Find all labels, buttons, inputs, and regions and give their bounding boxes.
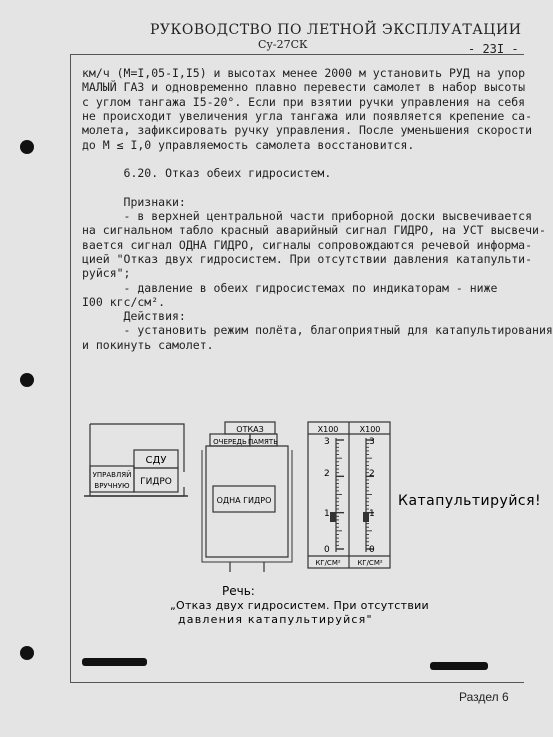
sdu-label: СДУ (145, 455, 167, 466)
binder-hole (20, 373, 34, 387)
tick-2-right: 2 (369, 469, 375, 479)
odna-gidro-label: ОДНА ГИДРО (216, 496, 272, 505)
gidro-warning-label: ГИДРО (140, 477, 172, 487)
aircraft-model: Су-27СК (258, 38, 308, 51)
body-line: на сигнальном табло красный аварийный сигнал ГИДРО, на УСТ высвечи- (82, 223, 546, 238)
tick-1-left: 1 (324, 509, 330, 519)
pressure-pointer (330, 512, 336, 522)
speech-line-1: „Отказ двух гидросистем. При отсутствии (170, 599, 429, 612)
body-line: молета, зафиксировать ручку управления. После уменьшения скорости (82, 123, 533, 138)
body-line: руйся"; (82, 266, 131, 281)
scale-label-left: X100 (317, 425, 339, 434)
pressure-gauges (308, 422, 390, 568)
manual-control-label-1: УПРАВЛЯЙ (92, 471, 132, 479)
redaction-bar (82, 658, 147, 666)
unit-label-right: КГ/СМ² (357, 559, 383, 567)
speech-line-2: давления катапультируйся" (178, 613, 373, 626)
manual-title: РУКОВОДСТВО ПО ЛЕТНОЙ ЭКСПЛУАТАЦИИ (150, 22, 522, 38)
scale-label-right: X100 (359, 425, 381, 434)
manual-control-label-2: ВРУЧНУЮ (94, 482, 130, 490)
page-number: - 23I - (468, 42, 519, 56)
eject-command-text: Катапультируйся! (398, 493, 542, 509)
tick-0-right: 0 (369, 545, 375, 555)
body-line: вается сигнал ОДНА ГИДРО, сигналы сопровождаются речевой информа- (82, 237, 533, 252)
speech-label: Речь: (222, 584, 255, 598)
tick-2-left: 2 (324, 469, 330, 479)
body-line: - давление в обеих гидросистемах по индикаторам - ниже (82, 280, 498, 295)
tick-1-right: 1 (369, 509, 375, 519)
body-line: - установить режим полёта, благоприятный для катапультирования (82, 323, 553, 338)
body-line: 6.20. Отказ обеих гидросистем. (82, 166, 332, 181)
body-line: цией "Отказ двух гидросистем. При отсутствии давления катапульти- (82, 251, 533, 266)
body-line: - в верхней центральной части приборной доски высвечивается (82, 209, 533, 223)
otkaz-label: ОТКАЗ (236, 425, 264, 434)
section-label: Раздел 6 (459, 690, 509, 704)
body-line: км/ч (М=I,05-I,I5) и высотах менее 2000 м установить РУД на упор (82, 66, 526, 80)
redaction-bar (430, 662, 488, 670)
body-line: Действия: (82, 309, 186, 324)
pamyat-label: ПАМЯТЬ (247, 438, 279, 446)
binder-hole (20, 646, 34, 660)
body-line: I00 кгс/см². (82, 294, 166, 309)
tick-3-left: 3 (324, 437, 330, 447)
body-line: МАЛЫЙ ГАЗ и одновременно плавно перевести самолет в набор высоты (82, 80, 526, 95)
unit-label-left: КГ/СМ² (315, 559, 341, 567)
body-line: до М ≤ I,0 управляемость самолета восстановится. (82, 137, 415, 152)
body-line: и покинуть самолет. (82, 337, 214, 352)
tick-0-left: 0 (324, 545, 330, 555)
body-line: не происходит увеличения угла тангажа или появляется крепение са- (82, 108, 533, 123)
binder-hole (20, 140, 34, 154)
ochered-label: ОЧЕРЕДЬ (213, 438, 247, 446)
tick-3-right: 3 (369, 437, 375, 447)
body-line: Признаки: (82, 194, 186, 209)
hydraulic-failure-figure (80, 412, 542, 637)
body-line: с углом тангажа I5-20°. Если при взятии ручки управления на себя (82, 94, 526, 109)
